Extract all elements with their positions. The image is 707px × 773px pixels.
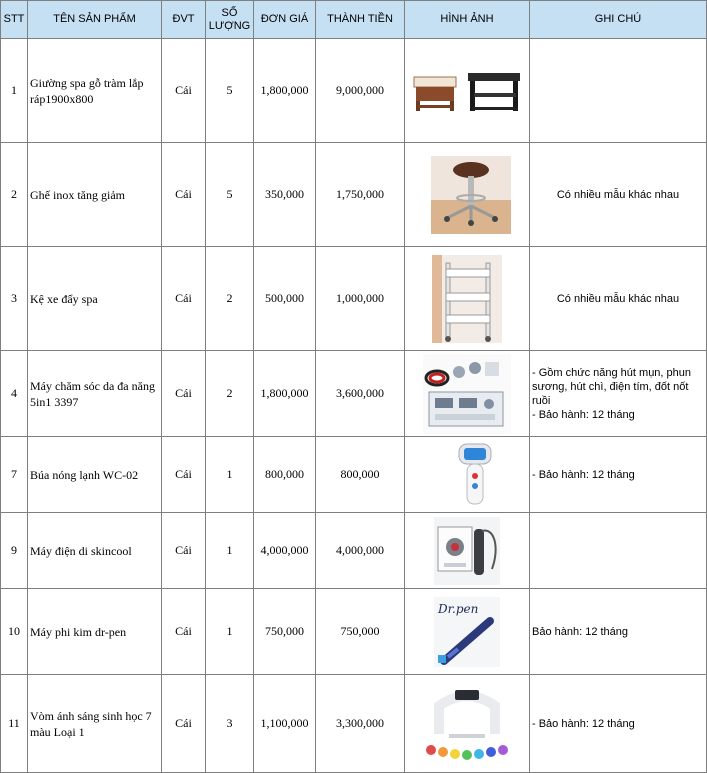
cell-price: 350,000	[254, 143, 316, 247]
table-row	[1, 675, 707, 773]
cell-qty: 5	[206, 39, 254, 143]
cell-total: 750,000	[316, 589, 405, 675]
hot-cold-hammer-photo	[455, 442, 495, 508]
table-row	[1, 39, 707, 143]
table-row	[1, 247, 707, 351]
cell-stt: 3	[1, 247, 28, 351]
cell-price: 1,800,000	[254, 351, 316, 437]
header-total: THÀNH TIỀN	[316, 1, 405, 39]
cell-name: Máy phi kim dr-pen	[28, 589, 162, 675]
note-line: Có nhiều mẫu khác nhau	[556, 292, 680, 305]
note-line: - Gồm chức năng hút mụn, phun sương, hút chì, điện tím, đốt nốt ruồi	[532, 366, 692, 407]
cell-image	[405, 39, 530, 143]
cell-qty: 2	[206, 351, 254, 437]
cell-stt: 4	[1, 351, 28, 437]
cell-unit: Cái	[162, 589, 206, 675]
cell-total: 4,000,000	[316, 513, 405, 589]
cell-unit: Cái	[162, 247, 206, 351]
cell-name: Búa nóng lạnh WC-02	[28, 437, 162, 513]
cell-unit: Cái	[162, 675, 206, 773]
note-line: - Bảo hành: 12 tháng	[532, 717, 635, 730]
cell-stt: 7	[1, 437, 28, 513]
header-qty	[206, 1, 254, 39]
note-line: - Bảo hành: 12 tháng	[532, 468, 635, 481]
cell-name: Vòm ánh sáng sinh học 7 màu Loại 1	[28, 675, 162, 773]
cell-price: 800,000	[254, 437, 316, 513]
header-name: TÊN SẢN PHẨM	[28, 1, 162, 39]
cell-unit: Cái	[162, 39, 206, 143]
cell-unit: Cái	[162, 513, 206, 589]
dr-pen-photo	[434, 597, 500, 667]
header-qty-line2: LƯỢNG	[208, 19, 251, 32]
cell-stt: 10	[1, 589, 28, 675]
table-row	[1, 437, 707, 513]
cell-unit: Cái	[162, 437, 206, 513]
header-unit: ĐVT	[162, 1, 206, 39]
cell-total: 9,000,000	[316, 39, 405, 143]
cell-name: Ghế inox tăng giảm	[28, 143, 162, 247]
cell-name: Kệ xe đẩy spa	[28, 247, 162, 351]
header-note: GHI CHÚ	[530, 1, 707, 39]
cell-note	[530, 143, 707, 247]
cell-price: 4,000,000	[254, 513, 316, 589]
svg-text:Dr.pen: Dr.pen	[438, 601, 479, 616]
cell-total: 3,600,000	[316, 351, 405, 437]
cell-stt: 2	[1, 143, 28, 247]
cell-price: 500,000	[254, 247, 316, 351]
cell-qty: 3	[206, 675, 254, 773]
cell-name: Máy chăm sóc da đa năng 5in1 3397	[28, 351, 162, 437]
cell-stt: 9	[1, 513, 28, 589]
skin-care-machine-photo	[423, 354, 511, 434]
table-row	[1, 589, 707, 675]
cell-total: 1,000,000	[316, 247, 405, 351]
cell-note	[530, 351, 707, 437]
cell-name: Giường spa gỗ tràm lắp ráp1900x800	[28, 39, 162, 143]
note-line: - Bảo hành: 12 tháng	[532, 408, 635, 421]
cell-image	[405, 143, 530, 247]
header-image: HÌNH ẢNH	[405, 1, 530, 39]
cell-qty: 1	[206, 437, 254, 513]
cell-note	[530, 39, 707, 143]
cell-note	[530, 247, 707, 351]
stool-photo	[431, 156, 511, 234]
led-light-dome-photo	[421, 684, 513, 764]
cell-image	[405, 437, 530, 513]
cell-qty: 1	[206, 513, 254, 589]
cell-unit: Cái	[162, 351, 206, 437]
cell-total: 800,000	[316, 437, 405, 513]
cell-total: 3,300,000	[316, 675, 405, 773]
cell-note	[530, 589, 707, 675]
cell-price: 1,100,000	[254, 675, 316, 773]
header-row	[1, 1, 707, 39]
note-line: Có nhiều mẫu khác nhau	[556, 188, 680, 201]
cell-note	[530, 513, 707, 589]
cell-price: 1,800,000	[254, 39, 316, 143]
skincool-machine-photo	[434, 517, 500, 585]
cell-qty: 5	[206, 143, 254, 247]
trolley-photo	[432, 255, 502, 343]
header-price: ĐƠN GIÁ	[254, 1, 316, 39]
cell-unit: Cái	[162, 143, 206, 247]
cell-qty: 1	[206, 589, 254, 675]
table-row	[1, 143, 707, 247]
header-stt: STT	[1, 1, 28, 39]
cell-image	[405, 589, 530, 675]
cell-qty: 2	[206, 247, 254, 351]
table-row	[1, 351, 707, 437]
note-line: Bảo hành: 12 tháng	[532, 625, 629, 638]
spa-bed-photo	[412, 67, 522, 115]
cell-note	[530, 675, 707, 773]
cell-image	[405, 351, 530, 437]
header-qty-line1: SỐ	[221, 6, 238, 19]
cell-price: 750,000	[254, 589, 316, 675]
table-row	[1, 513, 707, 589]
cell-image	[405, 247, 530, 351]
cell-note	[530, 437, 707, 513]
cell-stt: 11	[1, 675, 28, 773]
cell-image	[405, 513, 530, 589]
cell-total: 1,750,000	[316, 143, 405, 247]
cell-image	[405, 675, 530, 773]
cell-stt: 1	[1, 39, 28, 143]
cell-name: Máy điện di skincool	[28, 513, 162, 589]
